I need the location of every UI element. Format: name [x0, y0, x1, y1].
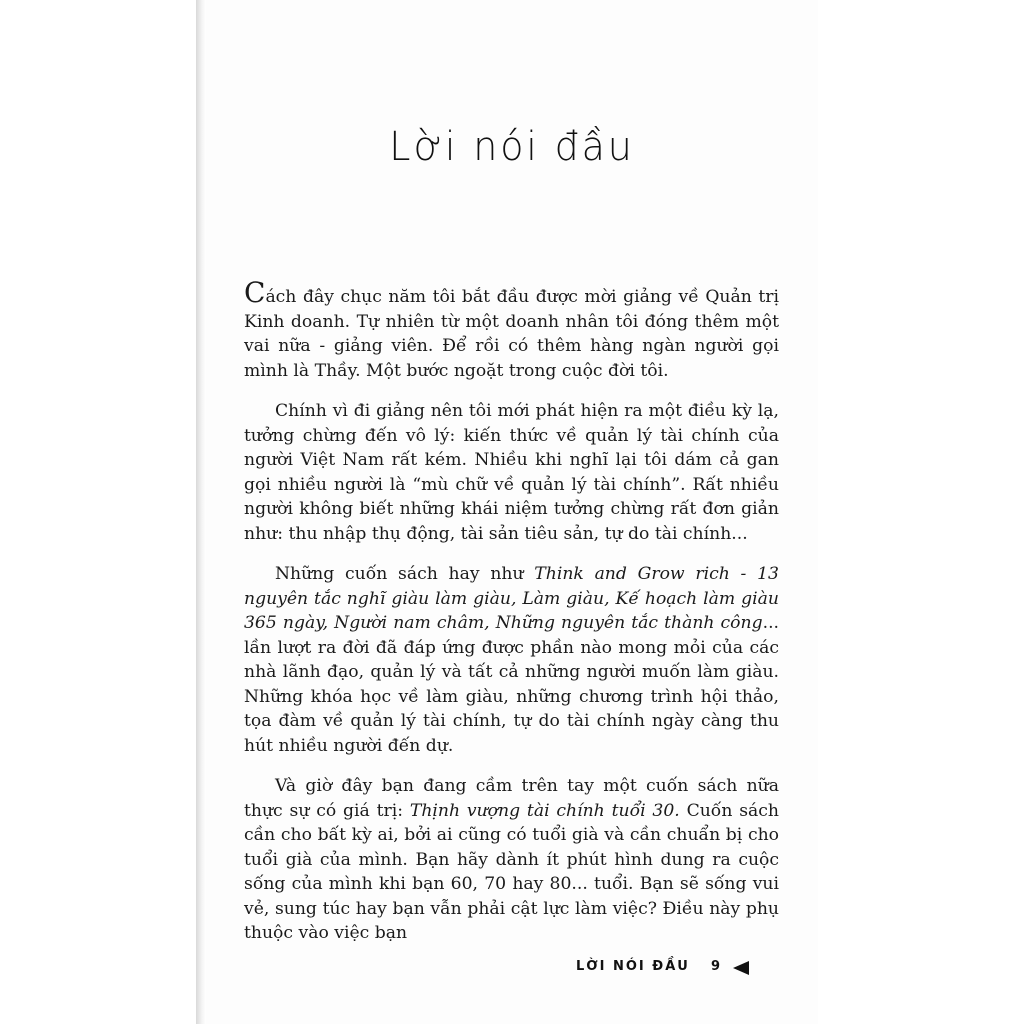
paragraph-1-text: ách đây chục năm tôi bắt đầu được mời giảng về Quản trị Kinh doanh. Tự nhiên từ một doanh nhân tôi đóng thêm một vai nữa - giảng viên. Để rồi có thêm hàng ngàn người gọi mình là Thầy. Một bước ngoặt trong cuộc đời tôi. — [244, 287, 779, 381]
chapter-heading: Lời nói đầu — [389, 124, 635, 170]
paragraph-1 — [244, 276, 779, 383]
running-title: LỜI NÓI ĐẦU — [576, 959, 690, 974]
paragraph-4-text-after: Cuốn sách cần cho bất kỳ ai, bởi ai cũng có tuổi già và cần chuẩn bị cho tuổi già của mình. Bạn hãy dành ít phút hình dung ra cuộc sống của mình khi bạn 60, 70 hay 80... tuổi. Bạn sẽ sống vui vẻ, sung túc hay bạn vẫn phải cật lực làm việc? Điều này phụ thuộc vào việc bạn — [244, 800, 779, 943]
dropcap: C — [244, 276, 266, 309]
paragraph-2-text: Chính vì đi giảng nên tôi mới phát hiện ra một điều kỳ lạ, tưởng chừng đến vô lý: kiến thức về quản lý tài chính của người Việt Nam rất kém. Nhiều khi nghĩ lại tôi dám cả gan gọi nhiều người là “mù chữ về quản lý tài chính”. Rất nhiều người không biết những khái niệm tưởng chừng rất đơn giản như: thu nhập thụ động, tài sản tiêu sản, tự do tài chính... — [244, 401, 779, 544]
book-titles: Think and Grow rich - 13 nguyên tắc nghĩ giàu làm giàu, Làm giàu, Kế hoạch làm giàu 365 ngày, Người nam châm, Những nguyên tắc thành công — [244, 564, 779, 633]
page-number: 9 — [711, 959, 721, 974]
page-edge-shadow — [196, 0, 206, 1024]
paragraph-4 — [244, 774, 779, 946]
paragraph-3 — [244, 562, 779, 758]
paragraph-3-text-after: ... lần lượt ra đời đã đáp ứng được phần nào mong mỏi của các nhà lãnh đạo, quản lý và tất cả những người muốn làm giàu. Những khóa học về làm giàu, những chương trình hội thảo, tọa đàm về quản lý tài chính, tự do tài chính ngày càng thu hút nhiều người đến dự. — [244, 613, 779, 756]
triangle-left-icon — [733, 961, 749, 975]
book-title: Thịnh vượng tài chính tuổi 30. — [409, 800, 680, 821]
paragraph-2 — [244, 399, 779, 546]
body-text — [244, 276, 779, 962]
page — [206, 0, 818, 1024]
paragraph-3-text-before: Những cuốn sách hay như — [275, 564, 535, 584]
paragraph-4-text-before: Và giờ đây bạn đang cầm trên tay một cuốn sách nữa thực sự có giá trị: — [244, 776, 779, 821]
